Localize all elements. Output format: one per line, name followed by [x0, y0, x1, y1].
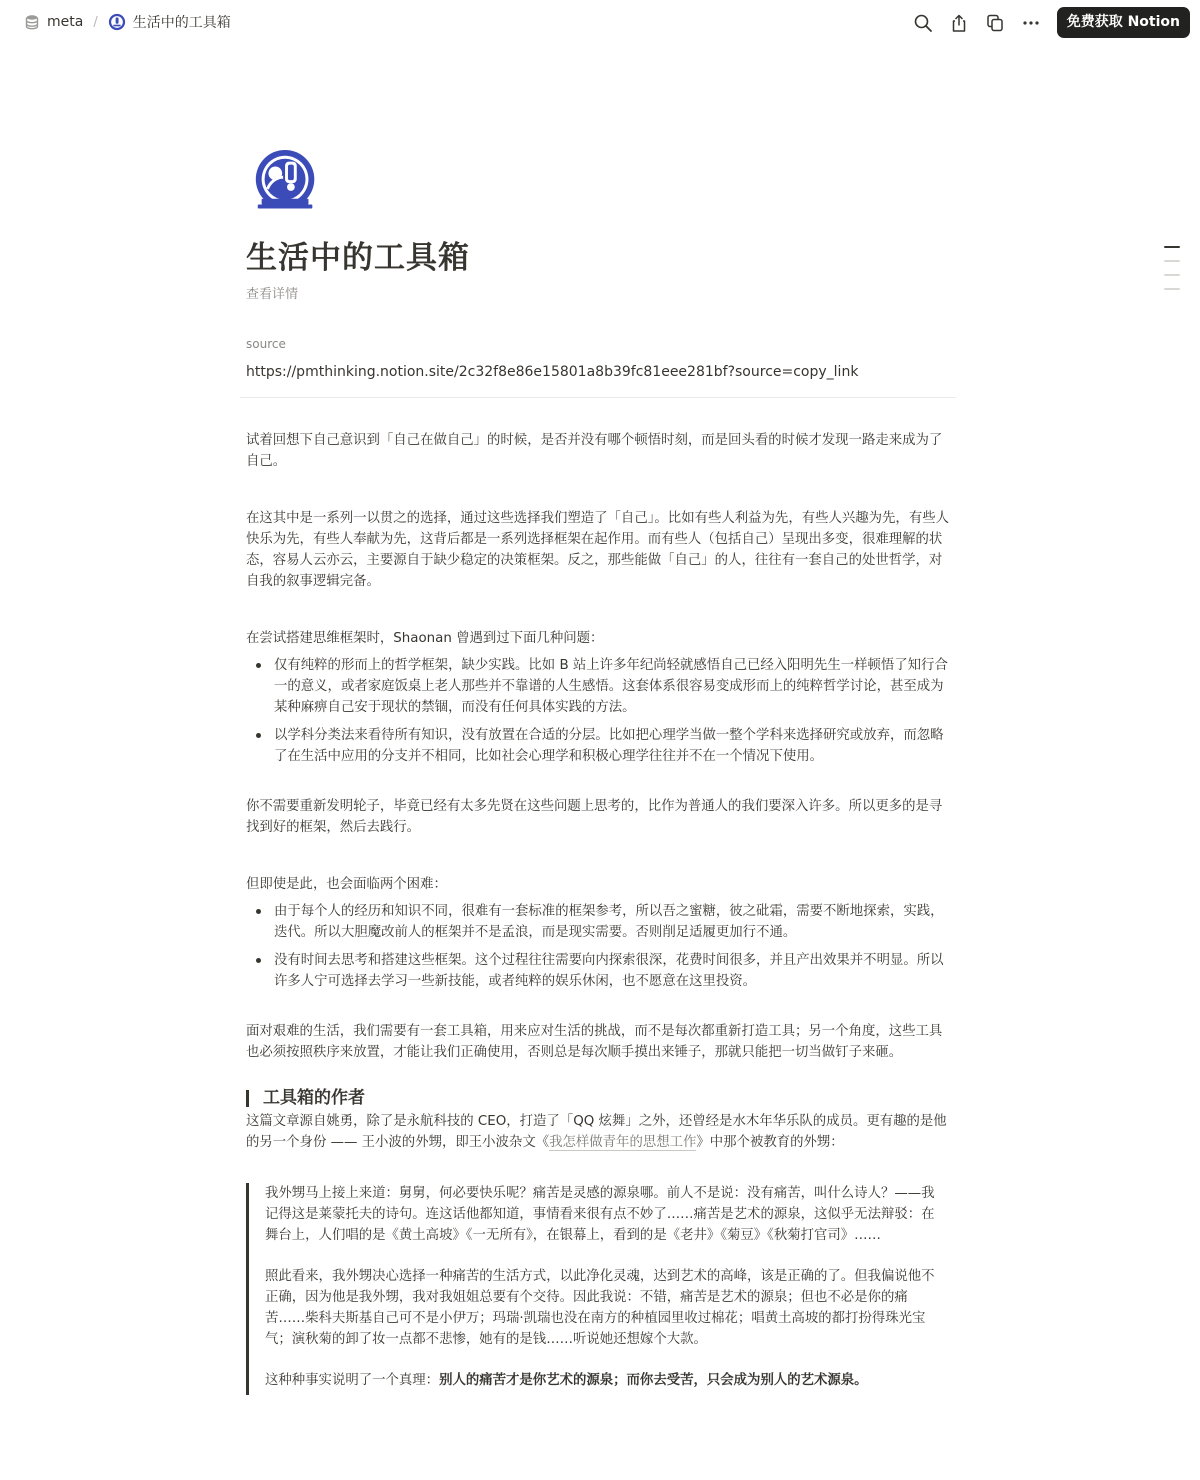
toc-line[interactable]: [1164, 246, 1180, 248]
breadcrumb: [18, 10, 237, 34]
share-icon: [949, 13, 969, 33]
duplicate-icon: [985, 13, 1005, 33]
top-actions: [905, 7, 1190, 38]
quote-bold-text: 别人的痛苦才是你艺术的源泉；而你去受苦，只会成为别人的艺术源泉。: [439, 1373, 868, 1388]
property-label-source: source: [246, 337, 286, 351]
paragraph: 试着回想下自己意识到「自己在做自己」的时候，是否并没有哪个顿悟时刻，而是回头看的时候才发现一路走来成为了自己。: [246, 433, 943, 469]
search-button[interactable]: [905, 8, 941, 38]
breadcrumb-page-label: 生活中的工具箱: [132, 15, 231, 31]
paragraph: 在尝试搭建思维框架时，Shaonan 曾遇到过下面几种问题：: [246, 631, 604, 646]
breadcrumb-separator: /: [93, 14, 98, 30]
database-icon: [24, 14, 40, 30]
more-button[interactable]: [1013, 8, 1049, 38]
paragraph: 在这其中是一系列一以贯之的选择，通过这些选择我们塑造了「自己」。比如有些人利益为先，有些人兴趣为先，有些人快乐为先，有些人奉献为先，这背后都是一系列选择框架在起作用。而有些人（包括自己）呈现出多变，很难理解的状态，容易人云亦云，主要源自于缺少稳定的决策框架。反之，那些能做「自己」的人，往往有一套自己的处世哲学，对自我的叙事逻辑完备。: [246, 511, 949, 589]
quote-block: [246, 1183, 936, 1395]
quote-text: 这种种事实说明了一个真理：: [265, 1373, 440, 1388]
table-of-contents-indicator[interactable]: [1164, 246, 1180, 302]
top-bar: [0, 0, 1200, 44]
toc-line[interactable]: [1164, 274, 1180, 276]
quote-paragraph: 照此看来，我外甥决心选择一种痛苦的生活方式，以此净化灵魂，达到艺术的高峰，该是正确的了。但我偏说他不正确，因为他是我外甥，我对我姐姐总要有个交待。因此我说：不错，痛苦是艺术的源泉；但也不必是你的痛苦……柴科夫斯基自己可不是小伊万；玛瑞·凯瑞也没在南方的种植园里收过棉花；唱黄土高坡的都打扮得珠光宝气；演秋菊的卸了妆一点都不悲惨，她有的是钱……听说她还想嫁个大款。: [265, 1269, 935, 1347]
paragraph: 但即使是此，也会面临两个困难：: [246, 877, 447, 892]
page-body: [246, 430, 951, 1395]
bullet-list: [246, 655, 951, 767]
get-notion-button[interactable]: 免费获取 Notion: [1057, 7, 1190, 38]
page-title: 生活中的工具箱: [246, 240, 470, 276]
paragraph: 你不需要重新发明轮子，毕竟已经有太多先贤在这些问题上思考的，比作为普通人的我们要深入许多。所以更多的是寻找到好的框架，然后去践行。: [246, 799, 943, 835]
divider: [240, 397, 956, 398]
section-heading: [246, 1085, 951, 1111]
quote-paragraph: 我外甥马上接上来道：舅舅，何必要快乐呢？痛苦是灵感的源泉哪。前人不是说：没有痛苦，叫什么诗人？——我记得这是莱蒙托夫的诗句。连这话他都知道，事情看来很有点不妙了……痛苦是艺术的源泉，这似乎无法辩驳：在舞台上，人们唱的是《黄土高坡》《一无所有》，在银幕上，看到的是《老井》《菊豆》《秋菊打官司》……: [265, 1186, 935, 1243]
section-heading-text: 工具箱的作者: [263, 1088, 365, 1108]
list-item: 仅有纯粹的形而上的哲学框架，缺少实践。比如 B 站上许多年纪尚轻就感悟自己已经入阳明先生一样顿悟了知行合一的意义，或者家庭饭桌上老人那些并不靠谱的人生感悟。这套体系很容易变成形而上的纯粹哲学讨论，甚至成为某种麻痹自己安于现状的禁锢，而没有任何具体实践的方法。: [246, 655, 951, 718]
list-item: 由于每个人的经历和知识不同，很难有一套标准的框架参考，所以吾之蜜糖，彼之砒霜，需要不断地探索，实践，迭代。所以大胆魔改前人的框架并不是孟浪，而是现实需要。否则削足适履更加行不通。: [246, 901, 951, 943]
search-icon: [913, 13, 933, 33]
paragraph: 面对艰难的生活，我们需要有一套工具箱，用来应对生活的挑战，而不是每次都重新打造工具；另一个角度，这些工具也必须按照秩序来放置，才能让我们正确使用，否则总是每次顺手摸出来锤子，那就只能把一切当做钉子来砸。: [246, 1024, 943, 1060]
breadcrumb-workspace-label: meta: [47, 14, 84, 30]
toc-line[interactable]: [1164, 260, 1180, 262]
scientist-microscope-icon: [108, 13, 126, 31]
page-header: [246, 148, 951, 382]
article-link[interactable]: 我怎样做青年的思想工作: [549, 1135, 697, 1150]
duplicate-button[interactable]: [977, 8, 1013, 38]
list-item: 以学科分类法来看待所有知识，没有放置在合适的分层。比如把心理学当做一整个学科来选择研究或放弃，而忽略了在生活中应用的分支并不相同，比如社会心理学和积极心理学往往并不在一个情况下使用。: [246, 725, 951, 767]
breadcrumb-page[interactable]: [102, 10, 237, 34]
view-details-link[interactable]: 查看详情: [246, 287, 299, 302]
breadcrumb-workspace[interactable]: [18, 12, 89, 32]
list-item: 没有时间去思考和搭建这些框架。这个过程往往需要向内探索很深，花费时间很多，并且产出效果并不明显。所以许多人宁可选择去学习一些新技能，或者纯粹的娱乐休闲，也不愿意在这里投资。: [246, 950, 951, 992]
paragraph: [246, 1111, 951, 1153]
paragraph-text: 这篇文章源自姚勇，除了是永航科技的 CEO，打造了「QQ 炫舞」之外，还曾经是水木年华乐队的成员。更有趣的是他的另一个身份 —— 王小波的外甥，即王小波杂文《: [246, 1114, 947, 1150]
scientist-microscope-icon[interactable]: [248, 148, 326, 226]
more-icon: [1021, 13, 1041, 33]
share-button[interactable]: [941, 8, 977, 38]
property-value-source-url[interactable]: https://pmthinking.notion.site/2c32f8e86e15801a8b39fc81eee281bf?source=copy_link: [246, 364, 859, 380]
paragraph-text: 》中那个被教育的外甥：: [696, 1135, 844, 1150]
heading-bar: [246, 1090, 249, 1107]
quote-paragraph: [265, 1370, 936, 1391]
bullet-list: [246, 901, 951, 992]
toc-line[interactable]: [1164, 288, 1180, 290]
